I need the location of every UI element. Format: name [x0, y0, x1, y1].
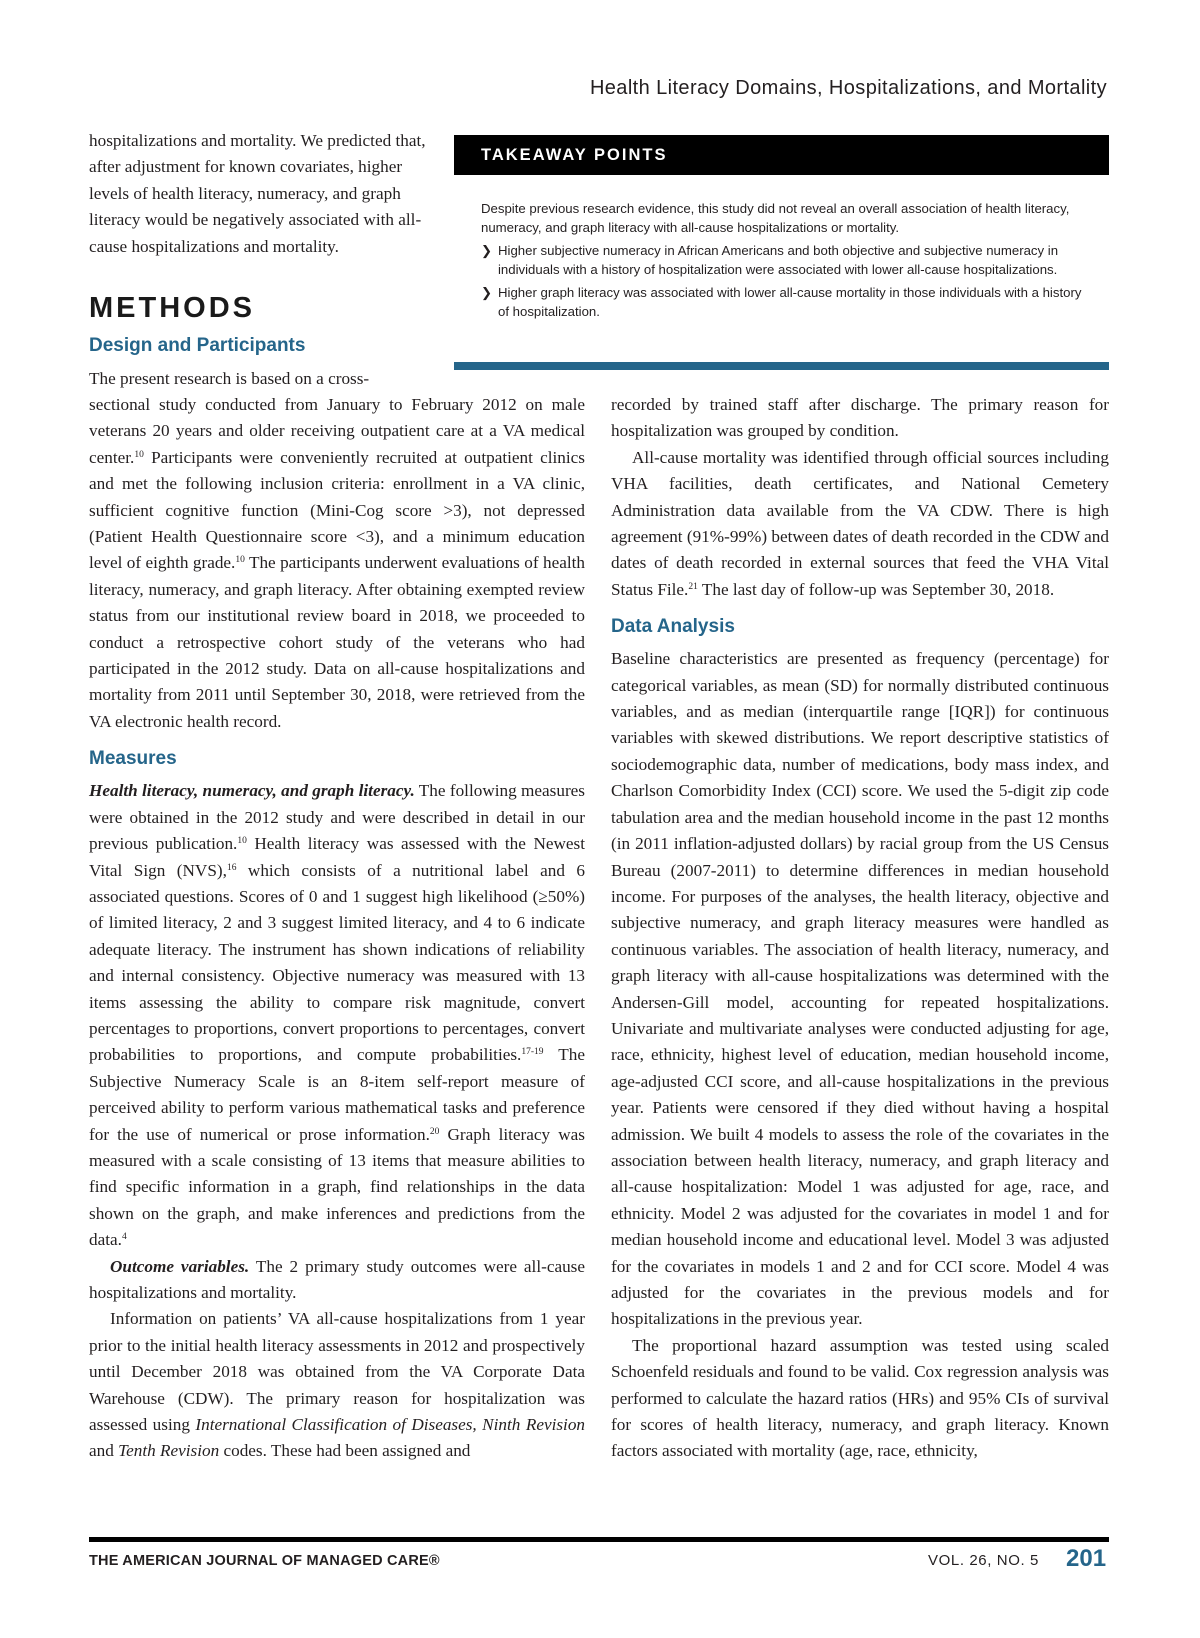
takeaway-list: [481, 241, 1084, 322]
hospitalization-paragraph: [89, 1306, 585, 1464]
running-head: Health Literacy Domains, Hospitalizations, and Mortality: [589, 77, 1107, 99]
reference-marker: 4: [121, 1232, 127, 1243]
measures-lead: Health literacy, numeracy, and graph literacy.: [89, 781, 415, 801]
mortality-text-b: The last day of follow-up was September 30, 2018.: [697, 579, 1055, 599]
issue-label: VOL. 26, NO. 5: [928, 1552, 1039, 1569]
measures-heading: Measures: [89, 748, 177, 770]
measures-text-c: which consists of a nutritional label and 6 associated questions. Scores of 0 and 1 suggest high likelihood (≥50%) of limited literacy, 2 and 3 suggest limited literacy, and 4 to 6 indicate adequate literacy. The instrument has shown indications of reliability and internal consistency. Objective numeracy was measured with 13 items assessing the ability to compare risk magnitude, convert percentages to proportions, convert proportions to percentages, convert probabilities to proportions, and compute probabilities.: [89, 860, 585, 1065]
outcome-lead: Outcome variables.: [110, 1256, 250, 1276]
data-analysis-heading: Data Analysis: [611, 616, 735, 638]
left-column: [89, 392, 585, 1465]
takeaway-body: [454, 175, 1109, 321]
icd9-title: International Classification of Diseases, Ninth Revision: [195, 1415, 586, 1435]
takeaway-bottom-rule: [454, 362, 1109, 370]
page-number: 201: [1066, 1545, 1107, 1572]
takeaway-point: [481, 241, 1084, 280]
takeaway-point-text: Higher subjective numeracy in African Americans and both objective and subjective numeracy in individuals with a history of hospitalization were associated with lower all-cause hospitalizations.: [498, 242, 1059, 278]
hazard-paragraph: The proportional hazard assumption was tested using scaled Schoenfeld residuals and found to be valid. Cox regression analysis was performed to calculate the hazard ratios (HRs) and 95% CIs of survival for scores of health literacy, numeracy, and graph literacy. Known factors associated with mortality (age, race, ethnicity,: [611, 1335, 1109, 1461]
reference-marker: 10: [235, 555, 245, 566]
reference-marker: 20: [429, 1126, 440, 1137]
mortality-paragraph: [611, 445, 1109, 603]
right-paragraph-1: recorded by trained staff after discharge. The primary reason for hospitalization was grouped by condition.: [611, 395, 1109, 441]
outcome-text: The 2 primary study outcomes were all-cause hospitalizations and mortality.: [89, 1256, 585, 1302]
outcome-paragraph: [89, 1254, 585, 1307]
design-text-start: The present research is based on a cross-: [89, 369, 370, 388]
methods-heading: METHODS: [89, 292, 255, 324]
hosp-text-a: Information on patients’ VA all-cause hospitalizations from 1 year prior to the initial health literacy assessments in 2012 and prospectively until December 2018 was obtained from the VA Corporate Data Warehouse (CDW). The primary reason for hospitalization was assessed using: [89, 1309, 585, 1435]
hosp-text-b: codes. These had been assigned and: [219, 1441, 471, 1461]
reference-marker: 21: [688, 581, 698, 592]
footer-rule: [89, 1537, 1109, 1542]
takeaway-title: TAKEAWAY POINTS: [454, 135, 1109, 175]
measures-paragraph: [89, 778, 585, 1253]
takeaway-point-text: Higher graph literacy was associated with lower all-cause mortality in those individuals with a history of hospitalization.: [498, 284, 1082, 320]
design-first-line: [89, 366, 430, 392]
journal-name: THE AMERICAN JOURNAL OF MANAGED CARE®: [89, 1553, 440, 1569]
takeaway-intro: Despite previous research evidence, this study did not reveal an overall association of health literacy, numeracy, and graph literacy with all-cause hospitalizations or mortality.: [481, 201, 1070, 236]
reference-marker: 16: [226, 862, 237, 873]
design-text-a: sectional study conducted from January to February 2012 on male veterans 20 years and older receiving outpatient care at a VA medical center.: [89, 395, 585, 467]
icd10-title: Tenth Revision: [118, 1441, 220, 1461]
chevron-right-icon: ❯: [481, 242, 493, 258]
intro-paragraph: [89, 128, 431, 260]
reference-marker: 10: [134, 449, 144, 460]
measures-text-a: The following measures were obtained in the 2012 study and were described in detail in our previous publication.: [89, 781, 585, 854]
mortality-text-a: All-cause mortality was identified through official sources including VHA facilities, death certificates, and National Cemetery Administration data available from the VA CDW. There is high agreement (91%-99%) between dates of death recorded in the CDW and dates of death recorded in external sources that feed the VHA Vital Status File.: [611, 447, 1109, 599]
measures-text-b: Health literacy was assessed with the Newest Vital Sign (NVS),: [89, 834, 585, 880]
right-column: [611, 392, 1109, 1465]
design-text-b: Participants were conveniently recruited at outpatient clinics and met the following inclusion criteria: enrollment in a VA clinic, sufficient cognitive function (Mini-Cog score >3), not depressed (Patient Health Questionnaire score <3), and a minimum education level of eighth grade.: [89, 447, 585, 573]
reference-marker: 17-19: [521, 1047, 544, 1058]
measures-text-d: The Subjective Numeracy Scale is an 8-item self-report measure of perceived ability to perform various mathematical tasks and preference for the use of numerical or prose information.: [89, 1045, 585, 1144]
reference-marker: 10: [237, 836, 247, 847]
chevron-right-icon: ❯: [481, 284, 493, 300]
measures-text-e: Graph literacy was measured with a scale consisting of 13 items that measure abilities to find specific information in a graph, find relationships in the data shown on the graph, and make inferences and predictions from the data.: [89, 1124, 585, 1250]
hosp-text-and: and: [89, 1441, 119, 1461]
takeaway-box: [454, 135, 1109, 370]
design-heading: Design and Participants: [89, 335, 306, 356]
data-analysis-paragraph: Baseline characteristics are presented as frequency (percentage) for categorical variables, as mean (SD) for normally distributed continuous variables, and as median (interquartile range [IQR]) for continuous variables with skewed distributions. We report descriptive statistics of sociodemographic data, number of medications, body mass index, and Charlson Comorbidity Index (CCI) score. We used the 5-digit zip code tabulation area and the median household income in the past 12 months (in 2011 inflation-adjusted dollars) by racial group from the US Census Bureau (2007-2011) to determine differences in median household income. For purposes of the analyses, the health literacy, objective and subjective numeracy, and graph literacy measures were handled as continuous variables. The association of health literacy, numeracy, and graph literacy with all-cause hospitalizations was determined with the Andersen-Gill model, accounting for repeated hospitalizations. Univariate and multivariate analyses were conducted adjusting for age, race, ethnicity, highest level of education, median household income, age-adjusted CCI score, and all-cause hospitalizations in the previous year. Patients were censored if they died without having a hospital admission. We built 4 models to assess the role of the covariates in the association between health literacy, numeracy, and graph literacy and all-cause hospitalization: Model 1 was adjusted for age, race, and ethnicity. Model 2 was adjusted for the covariates in model 1 and for median household income and educational level. Model 3 was adjusted for the covariates in models 1 and 2 and for CCI score. Model 4 was adjusted for the covariates in the previous models and for hospitalizations in the previous year.: [611, 649, 1109, 1329]
design-text-c: The participants underwent evaluations of health literacy, numeracy, and graph literacy. After obtaining exempted review status from our institutional review board in 2018, we proceeded to conduct a retrospective cohort study of the veterans who had participated in the 2012 study. Data on all-cause hospitalizations and mortality from 2011 until September 30, 2018, were retrieved from the VA electronic health record.: [89, 553, 585, 731]
design-paragraph: [89, 392, 585, 735]
intro-text: hospitalizations and mortality. We predicted that, after adjustment for known covariates, higher levels of health literacy, numeracy, and graph literacy would be negatively associated with all-cause hospitalizations and mortality.: [89, 131, 426, 256]
takeaway-point: [481, 283, 1084, 322]
